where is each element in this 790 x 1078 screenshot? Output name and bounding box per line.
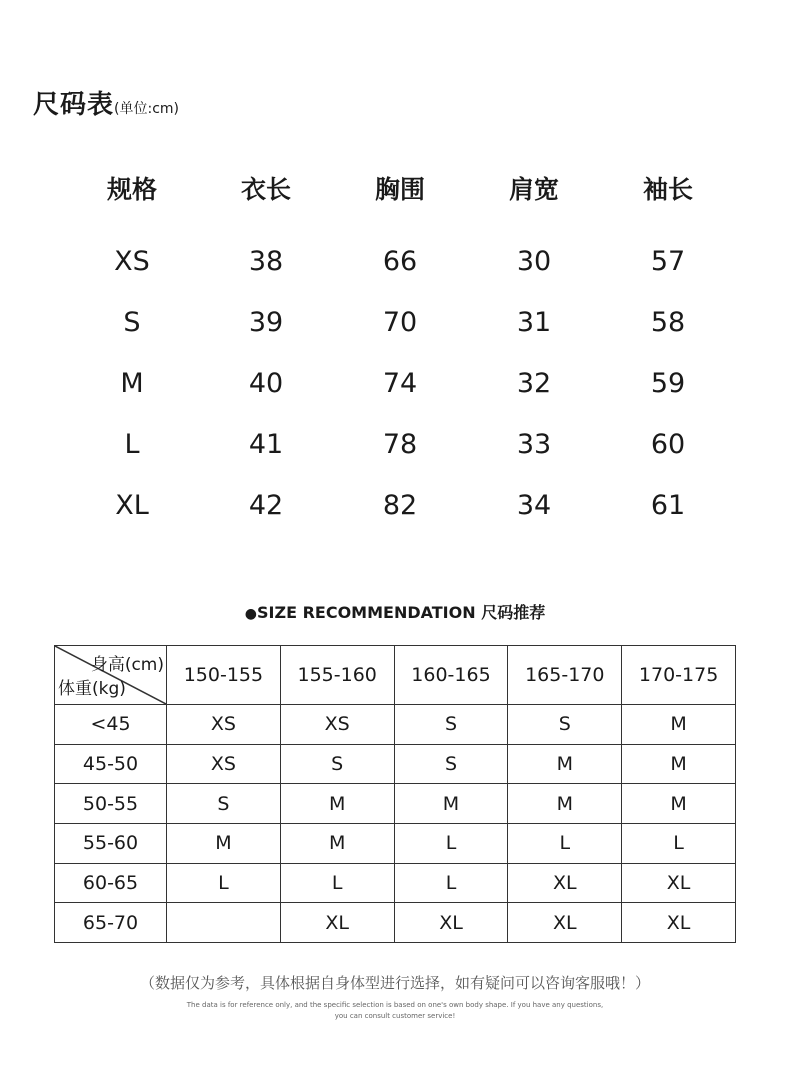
- recommendation-row: [55, 863, 736, 903]
- size-chart-row: [65, 231, 735, 292]
- size-recommendation-title: [0, 600, 790, 623]
- size-chart-header-cell: 胸围: [374, 174, 425, 204]
- recommended-size-cell: XS: [280, 705, 394, 745]
- size-chart-cell: 59: [650, 368, 686, 399]
- recommendation-row: [55, 784, 736, 824]
- weight-range-cell: 50-55: [55, 784, 167, 824]
- size-chart-row: [65, 414, 735, 475]
- size-chart-cell: 34: [516, 490, 552, 521]
- size-recommendation-title-text: SIZE RECOMMENDATION 尺码推荐: [257, 603, 546, 622]
- reference-note-english-line: you can consult customer service!: [334, 1012, 456, 1020]
- size-chart-row: [65, 292, 735, 353]
- size-chart-row: [65, 475, 735, 536]
- recommendation-row: [55, 705, 736, 745]
- height-range-header: 150-155: [167, 646, 281, 705]
- height-range-header: 160-165: [394, 646, 508, 705]
- recommendation-header-row: [55, 646, 736, 705]
- recommended-size-cell: XL: [622, 903, 736, 943]
- weight-range-cell: 60-65: [55, 863, 167, 903]
- size-chart-cell: 61: [650, 490, 686, 521]
- recommended-size-cell: XL: [508, 863, 622, 903]
- size-chart-header-cell: 规格: [106, 174, 157, 204]
- weight-range-cell: 55-60: [55, 823, 167, 863]
- size-chart-cell: 41: [248, 429, 284, 460]
- size-chart-header-row: [65, 160, 735, 215]
- size-chart-cell: XL: [115, 490, 149, 521]
- recommended-size-cell: M: [622, 705, 736, 745]
- weight-range-cell: <45: [55, 705, 167, 745]
- size-chart-cell: 39: [248, 307, 284, 338]
- size-chart-cell: 66: [382, 246, 418, 277]
- size-chart-cell: 31: [516, 307, 552, 338]
- recommended-size-cell: M: [622, 784, 736, 824]
- recommendation-row: [55, 744, 736, 784]
- reference-note-english: [150, 1000, 640, 1022]
- weight-axis-label: 体重(kg): [58, 679, 126, 699]
- size-chart-cell: 38: [248, 246, 284, 277]
- recommended-size-cell: M: [394, 784, 508, 824]
- size-chart-header-cell: 肩宽: [508, 174, 559, 204]
- size-chart-cell: 78: [382, 429, 418, 460]
- page-title: [33, 84, 179, 121]
- recommended-size-cell: L: [394, 823, 508, 863]
- recommended-size-cell: S: [394, 705, 508, 745]
- size-chart-cell: 70: [382, 307, 418, 338]
- size-chart-cell: 32: [516, 368, 552, 399]
- recommended-size-cell: M: [622, 744, 736, 784]
- size-chart-cell: 58: [650, 307, 686, 338]
- size-chart-table: [65, 160, 735, 536]
- recommended-size-cell: XL: [280, 903, 394, 943]
- size-chart-cell: L: [124, 429, 140, 460]
- size-chart-cell: M: [120, 368, 144, 399]
- recommended-size-cell: S: [167, 784, 281, 824]
- reference-note-english-line: The data is for reference only, and the specific selection is based on one's own body shape. If you have any questions,: [186, 1001, 604, 1009]
- size-chart-cell: XS: [114, 246, 150, 277]
- size-chart-header-cell: 衣长: [240, 174, 291, 204]
- recommended-size-cell: XS: [167, 705, 281, 745]
- size-chart-cell: 33: [516, 429, 552, 460]
- recommendation-row: [55, 903, 736, 943]
- recommended-size-cell: XL: [622, 863, 736, 903]
- page-title-main: 尺码表: [33, 90, 115, 120]
- recommended-size-cell: M: [508, 784, 622, 824]
- size-chart-header-cell: 袖长: [642, 174, 693, 204]
- height-range-header: 170-175: [622, 646, 736, 705]
- diagonal-header-cell: [55, 646, 167, 705]
- size-chart-cell: 74: [382, 368, 418, 399]
- recommended-size-cell: L: [167, 863, 281, 903]
- recommended-size-cell: S: [508, 705, 622, 745]
- size-chart-row: [65, 353, 735, 414]
- weight-range-cell: 65-70: [55, 903, 167, 943]
- recommended-size-cell: L: [394, 863, 508, 903]
- recommended-size-cell: S: [280, 744, 394, 784]
- height-range-header: 155-160: [280, 646, 394, 705]
- recommended-size-cell: M: [508, 744, 622, 784]
- size-chart-cell: S: [123, 307, 141, 338]
- recommended-size-cell: XL: [508, 903, 622, 943]
- height-axis-label: 身高(cm): [90, 655, 164, 675]
- bullet-dot-icon: ●: [244, 606, 257, 622]
- height-range-header: 165-170: [508, 646, 622, 705]
- recommended-size-cell: XL: [394, 903, 508, 943]
- recommended-size-cell: [167, 903, 281, 943]
- size-recommendation-table: [54, 645, 736, 943]
- recommended-size-cell: L: [508, 823, 622, 863]
- recommended-size-cell: XS: [167, 744, 281, 784]
- page-title-unit: (单位:cm): [114, 101, 179, 117]
- recommended-size-cell: M: [167, 823, 281, 863]
- recommendation-row: [55, 823, 736, 863]
- recommended-size-cell: M: [280, 784, 394, 824]
- size-chart-cell: 57: [650, 246, 686, 277]
- recommended-size-cell: L: [280, 863, 394, 903]
- size-chart-cell: 30: [516, 246, 552, 277]
- recommended-size-cell: M: [280, 823, 394, 863]
- size-chart-cell: 82: [382, 490, 418, 521]
- reference-note-chinese: （数据仅为参考，具体根据自身体型进行选择，如有疑问可以咨询客服哦！）: [139, 974, 650, 992]
- recommended-size-cell: L: [622, 823, 736, 863]
- weight-range-cell: 45-50: [55, 744, 167, 784]
- size-chart-cell: 40: [248, 368, 284, 399]
- size-chart-cell: 60: [650, 429, 686, 460]
- recommended-size-cell: S: [394, 744, 508, 784]
- size-chart-cell: 42: [248, 490, 284, 521]
